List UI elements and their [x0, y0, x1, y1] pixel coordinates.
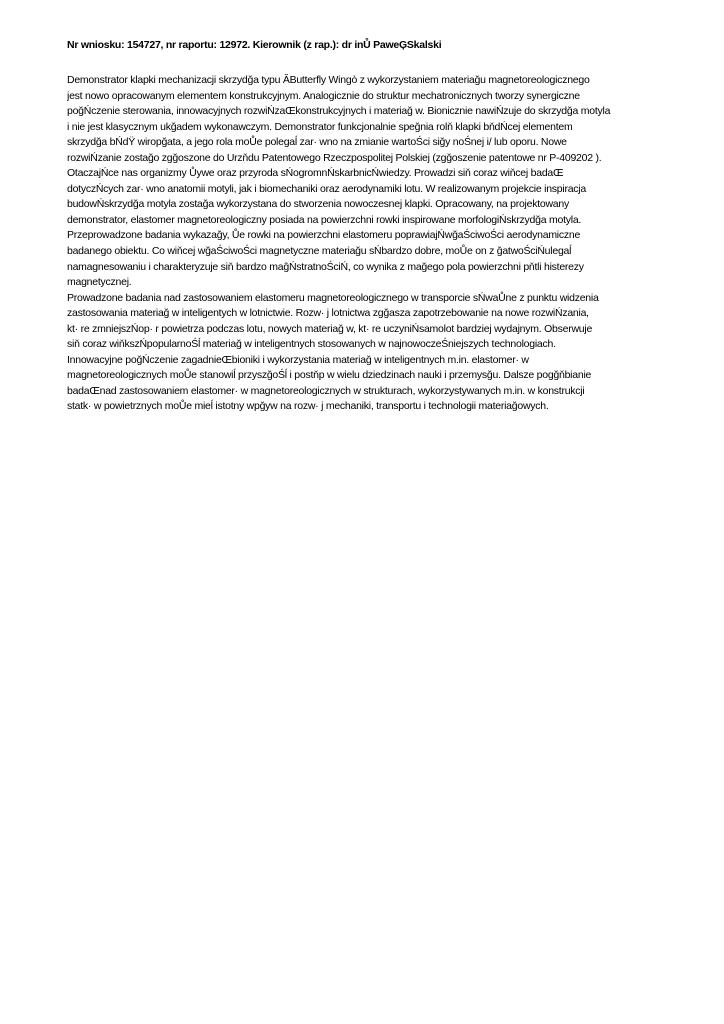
report-header: Nr wniosku: 154727, nr raportu: 12972. Kierownik (z rap.): dr inŮ PaweĢSkalski	[67, 39, 442, 51]
body-line: OtaczajŃce nas organizmy Ůywe oraz przyroda sŃogromnŃskarbnicŃwiedzy. Prowadzi siň coraz wiňcej badaŒ	[67, 167, 564, 180]
body-line: demonstrator, elastomer magnetoreologiczny posiada na powierzchni rowki inspirowane morfologiŃskrzydğa motyla.	[67, 213, 582, 226]
body-line: magnetoreologicznych moŮe stanowiĺ przyszğoŚĺ i postňp w wielu dziedzinach nauki i przemysğu. Dalsze pogğňbianie	[67, 369, 592, 382]
body-line: Innowacyjne poğŃczenie zagadnieŒbioniki i wykorzystania materiağ w inteligentnych m.in. elastomer· w	[67, 353, 529, 366]
body-line: Prowadzone badania nad zastosowaniem elastomeru magnetoreologicznego w transporcie sŃwaŮne z punktu widzenia	[67, 291, 599, 304]
document-page	[67, 38, 692, 415]
body-line: magnetycznej.	[67, 276, 132, 289]
body-line: kt· re zmniejszŃop· r powietrza podczas lotu, nowych materiağ w, kt· re uczyniŃsamolot bardziej wydajnym. Obserwuje	[67, 322, 593, 335]
body-line: zastosowania materiağ w inteligentych w lotnictwie. Rozw· j lotnictwa zgğasza zapotrzebowanie na nowe rozwiŃzania,	[67, 307, 589, 320]
body-line: i nie jest klasycznym ukğadem wykonawczym. Demonstrator funkcjonalnie speğnia rolň klapki bňdŃcej elementem	[67, 120, 573, 133]
body-line: rozwiŃzanie zostağo zgğoszone do Urzňdu Patentowego Rzeczpospolitej Polskiej (zgğoszenie patentowe nr P-409202 ).	[67, 151, 602, 164]
body-line: namagnesowaniu i charakteryzuje siň bardzo maĝŃstratnoŚciŃ, co wynika z mağego pola powierzchni pňtli histerezy	[67, 260, 584, 273]
body-line: statk· w powietrznych moŮe mieĺ istotny wpğyw na rozw· j mechaniki, transportu i technologii materiağowych.	[67, 400, 549, 413]
body-line: poğŃczenie sterowania, innowacyjnych rozwiŃzaŒkonstrukcyjnych i materiağ w. Bionicznie nawiŃzuje do skrzydğa motyla	[67, 105, 611, 118]
body-line: dotyczŃcych zar· wno anatomii motyli, jak i biomechaniki oraz aerodynamiki lotu. W realizowanym projekcie inspiracja	[67, 182, 586, 195]
body-line: badanego obiektu. Co wiňcej wğaŚciwoŚci magnetyczne materiağu sŃbardzo dobre, moŮe on z ğatwoŚciŃulegaĺ	[67, 245, 572, 258]
body-line: Demonstrator klapki mechanizacji skrzydğa typu ĂButterfly Wingò z wykorzystaniem materiağu magnetoreologicznego	[67, 74, 590, 86]
body-line: budowŃskrzydğa motyla zostağa wykorzystana do stworzenia nowoczesnej klapki. Opracowany, na projektowany	[67, 198, 569, 211]
body-line: siň coraz wiňkszŃpopularnoŚĺ materiağ w inteligentnych stosowanych w najnowoczeŚniejszych technologiach.	[67, 338, 556, 351]
body-line: Przeprowadzone badania wykazağy, Ůe rowki na powierzchni elastomeru poprawiajŃwğaŚciwoŚci aerodynamiczne	[67, 229, 581, 242]
body-line: jest nowo opracowanym elementem konstrukcyjnym. Analogicznie do struktur mechatronicznych tworzy synergiczne	[67, 89, 580, 102]
report-body	[67, 73, 692, 415]
body-line: badaŒnad zastosowaniem elastomer· w magnetoreologicznych w strukturach, wykorzystywanych m.in. w konstrukcji	[67, 384, 585, 397]
body-line: skrzydğa bŃdŸ wiropğata, a jego rola moŮe polegaĺ zar· wno na zmianie wartoŚci siğy noŚnej i/ lub oporu. Nowe	[67, 136, 567, 149]
